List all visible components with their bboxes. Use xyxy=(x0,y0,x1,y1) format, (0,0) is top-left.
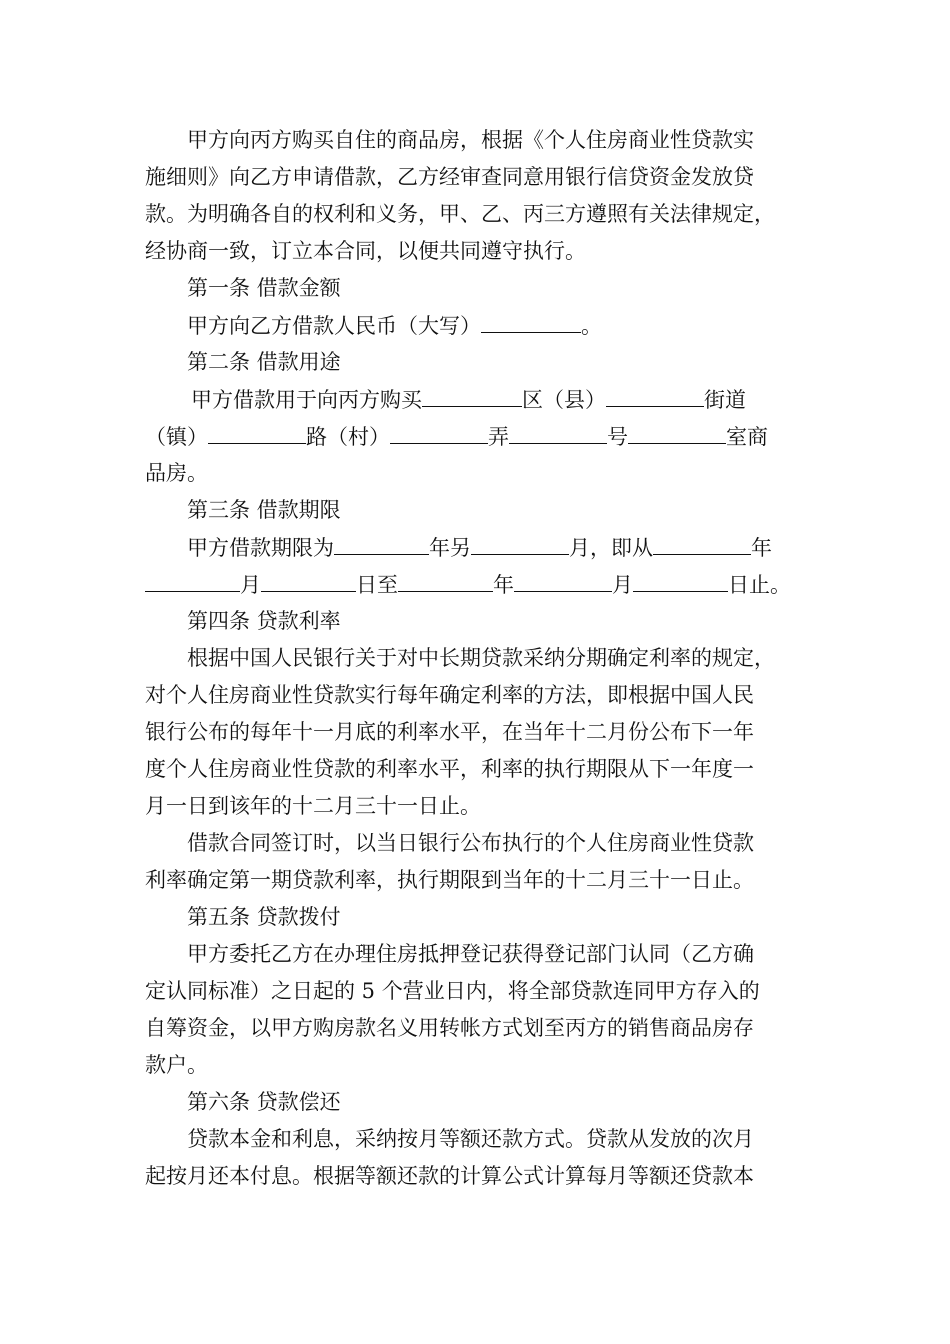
article-3-text: 月，即从 xyxy=(569,536,653,560)
article-2-text: （镇） xyxy=(145,425,208,449)
article-3-text: 年另 xyxy=(429,536,471,560)
article-4-title: 第四条 贷款利率 xyxy=(187,609,341,633)
article-5-title: 第五条 贷款拨付 xyxy=(187,905,341,929)
article-2-text: 号 xyxy=(607,425,628,449)
blank-field xyxy=(261,571,356,592)
article-3-text: 日止。 xyxy=(728,573,791,597)
blank-field xyxy=(514,571,612,592)
article-3-text: 年 xyxy=(751,536,772,560)
article-5-line-1: 甲方委托乙方在办理住房抵押登记获得登记部门认同（乙方确 xyxy=(187,942,754,966)
article-4-p1-line-3: 银行公布的每年十一月底的利率水平，在当年十二月份公布下一年 xyxy=(145,720,754,744)
article-2-text: 街道 xyxy=(704,388,746,412)
blank-field xyxy=(509,423,607,444)
article-6-line-2: 起按月还本付息。根据等额还款的计算公式计算每月等额还贷款本 xyxy=(145,1164,754,1188)
intro-line-1: 甲方向丙方购买自住的商品房，根据《个人住房商业性贷款实 xyxy=(187,128,754,152)
article-2-title: 第二条 借款用途 xyxy=(187,350,341,374)
blank-field xyxy=(481,312,581,333)
article-3-text: 年 xyxy=(493,573,514,597)
article-3-line-1 xyxy=(187,534,772,560)
article-2-text: 路（村） xyxy=(306,425,390,449)
article-5-line-4: 款户。 xyxy=(145,1053,208,1077)
article-1-title: 第一条 借款金额 xyxy=(187,276,341,300)
article-4-p2-line-1: 借款合同签订时，以当日银行公布执行的个人住房商业性贷款 xyxy=(187,831,754,855)
article-2-line-3: 品房。 xyxy=(145,461,208,485)
article-1-text: 甲方向乙方借款人民币（大写） xyxy=(187,314,481,338)
article-3-line-2 xyxy=(145,571,791,597)
article-2-text: 区（县） xyxy=(522,388,606,412)
intro-line-2: 施细则》向乙方申请借款，乙方经审查同意用银行信贷资金发放贷 xyxy=(145,165,754,189)
article-3-text: 月 xyxy=(240,573,261,597)
intro-line-4: 经协商一致，订立本合同，以便共同遵守执行。 xyxy=(145,239,586,263)
blank-field xyxy=(628,423,726,444)
article-4-p1-line-2: 对个人住房商业性贷款实行每年确定利率的方法，即根据中国人民 xyxy=(145,683,754,707)
article-4-p1-line-1: 根据中国人民银行关于对中长期贷款采纳分期确定利率的规定， xyxy=(187,646,775,670)
blank-field xyxy=(145,571,240,592)
blank-field xyxy=(390,423,488,444)
article-2-text: 弄 xyxy=(488,425,509,449)
article-2-line-2 xyxy=(145,423,768,449)
blank-field xyxy=(606,386,704,407)
article-5-line-2: 定认同标准）之日起的 5 个营业日内，将全部贷款连同甲方存入的 xyxy=(145,979,760,1003)
intro-line-3: 款。为明确各自的权利和义务，甲、乙、丙三方遵照有关法律规定， xyxy=(145,202,775,226)
article-2-text: 甲方借款用于向丙方购买 xyxy=(191,388,422,412)
article-3-text: 甲方借款期限为 xyxy=(187,536,334,560)
article-6-title: 第六条 贷款偿还 xyxy=(187,1090,341,1114)
blank-field xyxy=(334,534,429,555)
article-2-text: 室商 xyxy=(726,425,768,449)
article-3-text: 月 xyxy=(612,573,633,597)
article-3-text: 日至 xyxy=(356,573,398,597)
article-1-line xyxy=(187,312,602,338)
blank-field xyxy=(471,534,569,555)
blank-field xyxy=(633,571,728,592)
blank-field xyxy=(208,423,306,444)
article-6-line-1: 贷款本金和利息，采纳按月等额还款方式。贷款从发放的次月 xyxy=(187,1127,754,1151)
blank-field xyxy=(398,571,493,592)
article-1-end: 。 xyxy=(581,314,602,338)
article-4-p2-line-2: 利率确定第一期贷款利率，执行期限到当年的十二月三十一日止。 xyxy=(145,868,754,892)
blank-field xyxy=(653,534,751,555)
article-4-p1-line-5: 月一日到该年的十二月三十一日止。 xyxy=(145,794,481,818)
article-2-line-1 xyxy=(191,386,746,412)
article-5-line-3: 自筹资金，以甲方购房款名义用转帐方式划至丙方的销售商品房存 xyxy=(145,1016,754,1040)
article-3-title: 第三条 借款期限 xyxy=(187,498,341,522)
blank-field xyxy=(422,386,522,407)
article-4-p1-line-4: 度个人住房商业性贷款的利率水平，利率的执行期限从下一年度一 xyxy=(145,757,754,781)
